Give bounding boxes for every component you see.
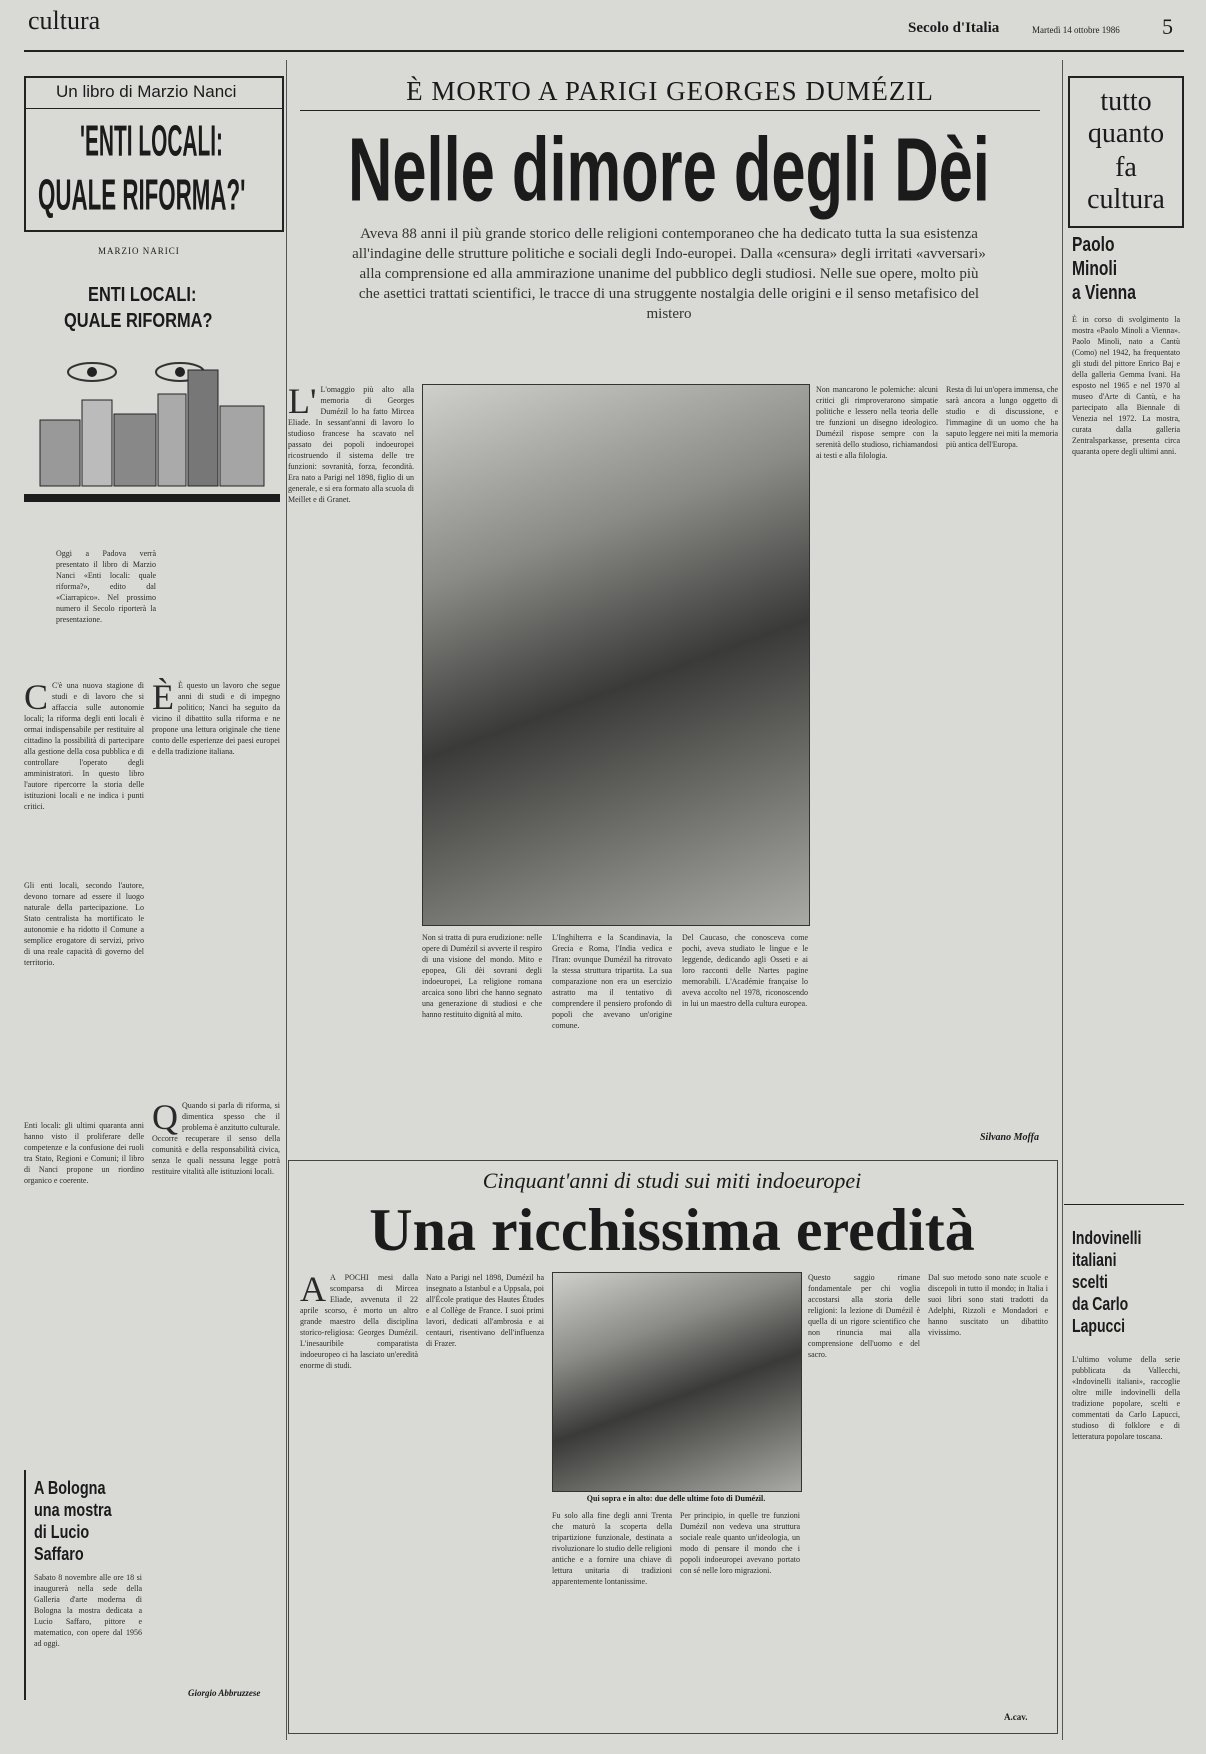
main-col5: Non mancarono le polemiche: alcuni critici gli rimproverarono simpatie politiche e lessero nella teoria delle tre funzioni un disegno ideologico. Dumézil rispose sempre con la serenità dello studioso, richiamandosi ai testi e alla filologia. [816,385,938,460]
second-col4: Per principio, in quelle tre funzioni Dumézil non vedeva una struttura sociale reale quanto un'ideologia, un modo di pensare il mondo che i popoli indoeuropei avevano portato con sé nelle loro migrazioni. [680,1511,800,1575]
bologna-title-2: una mostra [34,1500,112,1520]
dumezil-closeup-photo [552,1272,802,1492]
main-headline-text: Nelle dimore degli Dèi [348,119,990,221]
left-article-body2: È questo un lavoro che segue anni di studi e di impegno politico; Nanci ha seguito da vicino il dibattito sulla riforma e ne propone una lettura originale che tiene conto delle esperienze dei paesi europei e della tradizione italiana. [152,681,280,756]
issue-date: Martedì 14 ottobre 1986 [1032,25,1120,35]
page-number: 5 [1162,14,1173,39]
dropcap: È [152,677,174,717]
bologna-body: Sabato 8 novembre alle ore 18 si inaugurerà nella sede della Galleria d'arte moderna di Bologna la mostra dedicata a Lucio Saffaro, pittore e matematico, con opere dal 1956 ad oggi. [34,1573,142,1648]
bologna-author: Giorgio Abbruzzese [188,1688,261,1698]
second-photo-caption: Qui sopra e in alto: due delle ultime foto di Dumézil. [586,1494,766,1503]
building-shape [114,414,156,486]
building-shape [82,400,112,486]
book-promo-title-1: 'ENTI LOCALI: [80,116,223,166]
indovinelli-title-3: scelti [1072,1272,1108,1292]
left-article-col1 [24,677,144,880]
book-cover-base [24,494,280,502]
left-article-body4: Quando si parla di riforma, si dimentica spesso che il problema è anzitutto culturale. Occorre recuperare il senso della comunità e della responsabilità civica, senza le quali nessuna legge potrà restituire vitalità alle istituzioni locali. [152,1101,280,1176]
second-headline: Una ricchissima eredità [369,1197,975,1263]
book-cover-illustration [30,350,274,490]
book-promo-title-2: QUALE RIFORMA?' [38,170,246,220]
pupil-shape [175,367,185,377]
second-col5: Questo saggio rimane fondamentale per chi voglia accostarsi alla storia delle religioni: la lezione di Dumézil è quella di un rigore scientifico che non rinuncia mai alla comprensione dell'uomo e del sacro. [808,1273,920,1359]
column-rule [1062,60,1063,1740]
indovinelli-title-2: italiani [1072,1250,1117,1270]
section-label: cultura [28,6,101,35]
main-deck: Aveva 88 anni il più grande storico delle religioni contemporaneo che ha dedicato tutta la sua esistenza all'indagine delle strutture politiche e sociali degli Indo-europei. Dalla «censura» degli irritati «avversari» alla comprensione ed alla ammirazione unanime del pubblico degli studiosi. Nelle sue opere, molto più che asettici trattati scientifici, le tracce di una struggente nostalgia delle origini e il senso metafisico del mistero [352,226,986,322]
book-promo-kicker: Un libro di Marzio Nanci [56,82,237,101]
left-article-body1: C'è una nuova stagione di studi e di lavoro che si affaccia sulle autonomie locali; la riforma degli enti locali è ormai indispensabile per restituire al cittadino la possibilità di partecipare alla gestione della cosa pubblica e di controllare l'operato degli amministratori. In questo libro l'autore ripercorre la storia delle istituzioni locali e ne indica i punti critici. [24,681,144,811]
left-article-col2 [152,677,280,1100]
bologna-title-1: A Bologna [34,1478,106,1498]
building-shape [188,370,218,486]
main-headline [300,118,1040,221]
second-col6: Dal suo metodo sono nate scuole e discepoli in tutto il mondo; in Italia i suoi libri sono stati tradotti da Adelphi, Rizzoli e Mondadori e hanno suscitato un dibattito vivissimo. [928,1273,1048,1337]
second-signature: A.cav. [1004,1712,1028,1722]
main-kicker: È MORTO A PARIGI GEORGES DUMÉZIL [406,76,934,106]
book-promo-box [24,76,284,232]
minoli-title-2: Minoli [1072,258,1118,280]
culture-box-line-2: quanto [1087,118,1165,149]
minoli-title-1: Paolo [1072,234,1115,256]
right-divider [1064,1204,1184,1205]
second-col1-text: A POCHI mesi dalla scomparsa di Mircea Eliade, avvenuta il 22 aprile scorso, è morto un altro grande maestro della disciplina storico-religiosa: Georges Dumézil. L'inesauribile comparatista indoeuropeo ci ha lasciato un'eredità enorme di studi. [300,1273,418,1370]
main-col1 [288,381,414,1154]
indovinelli-title-4: da Carlo [1072,1294,1129,1314]
left-article-col2-cont [152,1097,280,1370]
culture-column-box [1068,76,1184,228]
culture-box-line-1: tutto [1100,86,1152,117]
second-col3: Fu solo alla fine degli anni Trenta che maturò la scoperta della tripartizione funzionale, destinata a rivoluzionare lo studio delle religioni antiche e a fornire una chiave di lettura unitaria di tradizioni apparentemente lontanissime. [552,1511,672,1586]
indovinelli-title-1: Indovinelli [1072,1228,1142,1248]
main-col3: L'Inghilterra e la Scandinavia, la Grecia e Roma, l'India vedica e l'Iran: ovunque Dumézil ha ritrovato la stessa struttura tripartita. La sua comparazione non era un esercizio astratto ma il tentativo di comprendere il pensiero profondo di popoli che avevano un'origine comune. [552,933,672,1030]
dropcap: C [24,677,49,717]
book-cover [24,240,280,540]
book-title-1: ENTI LOCALI: [88,284,197,306]
book-author: MARZIO NARICI [98,246,180,256]
minoli-title-3: a Vienna [1072,282,1136,304]
building-shape [158,394,186,486]
second-col1 [300,1269,418,1722]
culture-box-line-4: cultura [1087,184,1165,215]
main-col4: Del Caucaso, che conosceva come pochi, aveva studiato le lingue e le leggende, dedicando agli Osseti e ai loro racconti delle Nartes pagine memorabili. L'Académie française lo aveva accolto nel 1978, riconoscendo in lui un maestro della cultura europea. [682,933,808,1008]
dumezil-portrait-photo [422,384,810,926]
column-rule [286,60,287,1740]
minoli-body: È in corso di svolgimento la mostra «Paolo Minoli a Vienna». Paolo Minoli, nato a Cantù (Como) nel 1942, ha frequentato gli studi del pittore Enrico Baj e della galleria Gemma Ivani. Ha esposto nel 1965 e nel 1970 al museo d'Arte di Cantù, e ha partecipato alla Biennale di Venezia nel 1972. La mostra, curata dalla galleria Zentralsparkasse, presenta circa quaranta opere degli ultimi anni. [1072,315,1180,456]
book-title-2: QUALE RIFORMA? [64,310,213,332]
header-rule [24,50,1184,52]
second-kicker: Cinquant'anni di studi sui miti indoeuropei [482,1168,862,1193]
bologna-title-4: Saffaro [34,1544,84,1564]
indovinelli-title-5: Lapucci [1072,1316,1126,1336]
pupil-shape [87,367,97,377]
bologna-title-3: di Lucio [34,1522,90,1542]
bologna-box [24,1470,144,1700]
book-caption: Oggi a Padova verrà presentato il libro di Marzio Nanci «Enti locali: quale riforma?», edito dal «Ciarrapico». Nel prossimo numero il Secolo riporterà la presentazione. [56,549,156,624]
main-kicker-rule [300,110,1040,111]
main-col6: Resta di lui un'opera immensa, che sarà ancora a lungo oggetto di studio e di discussione, e l'immagine di un uomo che ha saputo leggere nei miti la memoria più antica dell'Europa. [946,385,1058,449]
indovinelli-body: L'ultimo volume della serie pubblicata da Vallecchi, «Indovinelli italiani», raccoglie oltre mille indovinelli della tradizione popolare, scelti e commentati da Carlo Lapucci, studioso di folklore e di letteratura popolare toscana. [1072,1355,1180,1441]
dropcap: L' [288,381,317,421]
building-shape [40,420,80,486]
main-col2: Non si tratta di pura erudizione: nelle opere di Dumézil si avverte il respiro di una visione del mondo. Mito e epopea, Gli dèi sovrani degli indoeuropei, La religione romana arcaica sono libri che hanno segnato una generazione di studiosi e che hanno restituito dignità al mito. [422,933,542,1019]
culture-box-line-3: fa [1115,152,1137,183]
second-col2: Nato a Parigi nel 1898, Dumézil ha insegnato a Istanbul e a Uppsala, poi all'École pratique des Hautes Études e al Collège de France. I suoi primi lavori, dedicati all'ambrosia e ai centauri, risentivano dell'influenza di Frazer. [426,1273,544,1348]
dropcap: A [300,1269,326,1309]
main-col1-text: L'omaggio più alto alla memoria di Georges Dumézil lo ha fatto Mircea Eliade. In sessant'anni di lavoro lo studioso francese ha scavato nel passato dei popoli indoeuropei ricostruendo il sistema delle tre funzioni: sovranità, forza, fecondità. Era nato a Parigi nel 1898, figlio di un generale, e si era formato alla scuola di Meillet e di Granet. [288,385,414,504]
main-signature: Silvano Moffa [980,1132,1039,1143]
dropcap: Q [152,1097,178,1137]
book-promo-rule [26,108,282,109]
left-article-body3: Gli enti locali, secondo l'autore, devono tornare ad essere il luogo naturale della partecipazione. Lo Stato centralista ha mortificato le autonomie e ha ridotto il Comune a semplice erogatore di servizi, privo di una reale capacità di governo del territorio. [24,881,144,967]
building-shape [220,406,264,486]
paper-name: Secolo d'Italia [908,20,1000,36]
left-article-body5: Enti locali: gli ultimi quaranta anni hanno visto il proliferare delle competenze e la confusione dei ruoli tra Stato, Regioni e Comuni; il libro di Nanci propone un riordino organico e coerente. [24,1121,144,1185]
